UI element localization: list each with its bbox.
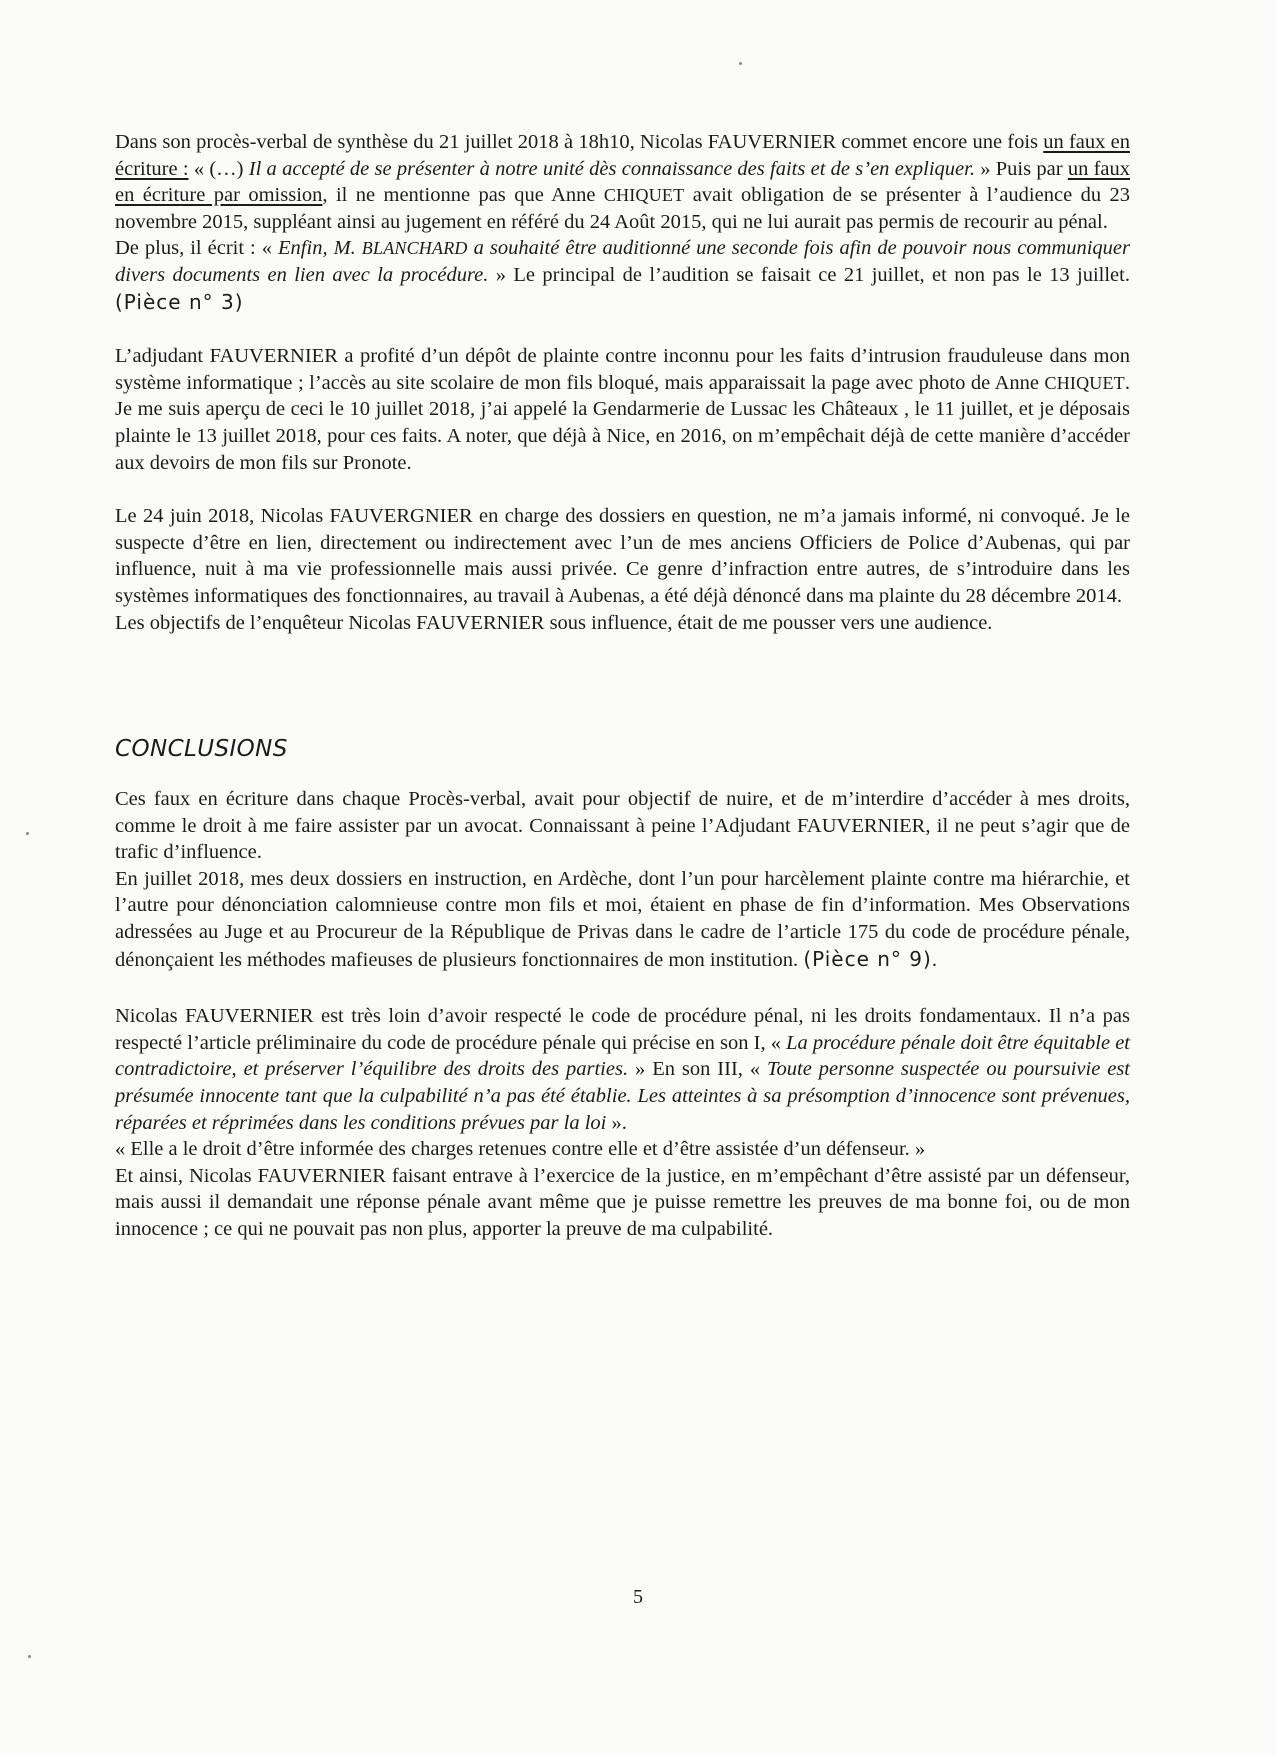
paragraph-synthese: Dans son procès-verbal de synthèse du 21 juillet 2018 à 18h10, Nicolas FAUVERNIER commet encore une fois un faux en écriture : « (…) Il a accepté de se présenter à notre unité dès connaissance des faits et de s’en expliquer. » Puis par un faux en écriture par omission, il ne mentionne pas que Anne CHIQUET avait obligation de se présenter à l’audience du 23 novembre 2015, suppléant ainsi au jugement en référé du 24 Août 2015, qui ne lui aurait pas permis de recourir au pénal. xyxy=(115,131,1131,233)
paragraph-faux-ecriture: Ces faux en écriture dans chaque Procès-verbal, avait pour objectif de nuire, et de m’interdire d’accéder à mes droits, comme le droit à me faire assister par un avocat. Connaissant à peine l’Adjudant FAUVERNIER, il ne peut s’agir que de trafic d’influence. xyxy=(115,788,1130,864)
paragraph-droit-informee: « Elle a le droit d’être informée des charges retenues contre elle et d’être assistée d’un défenseur. » xyxy=(115,1138,926,1161)
paragraph-adjudant: L’adjudant FAUVERNIER a profité d’un dépôt de plainte contre inconnu pour les faits d’intrusion frauduleuse dans mon système informatique ; l’accès au site scolaire de mon fils bloqué, mais apparaissait la page avec photo de Anne CHIQUET. Je me suis aperçu de ceci le 10 juillet 2018, j’ai appelé la Gendarmerie de Lussac les Châteaux , le 11 juillet, et je déposais plainte le 13 juillet 2018, pour ces faits. A noter, que déjà à Nice, en 2016, on m’empêchait déjà de cette manière d’accéder aux devoirs de mon fils sur Pronote. xyxy=(115,345,1130,474)
piece-reference: (Pièce n° 3) xyxy=(115,289,244,314)
paragraph-code-procedure: Nicolas FAUVERNIER est très loin d’avoir respecté le code de procédure pénal, ni les droits fondamentaux. Il n’a pas respecté l’article préliminaire du code de procédure pénale qui précise en son I, « La procédure pénale doit être équitable et contradictoire, et préserver l’équilibre des droits des parties. » En son III, « Toute personne suspectée ou poursuivie est présumée innocente tant que la culpabilité n’a pas été établie. Les atteintes à sa présomption d’innocence sont prévenues, réparées et réprimées dans les conditions prévues par la loi ». xyxy=(115,1005,1131,1134)
page-number: 5 xyxy=(633,1586,643,1608)
scan-speck xyxy=(26,832,29,835)
scan-speck xyxy=(28,1655,31,1658)
document-body xyxy=(115,129,1130,1243)
paragraph-juillet-2018: En juillet 2018, mes deux dossiers en instruction, en Ardèche, dont l’un pour harcèlement plainte contre ma hiérarchie, et l’autre pour dénonciation calomnieuse contre mon fils et moi, étaient en phase de fin d’information. Mes Observations adressées au Juge et au Procureur de la République de Privas dans le cadre de l’article 175 du code de procédure pénale, dénonçaient les méthodes mafieuses de plusieurs fonctionnaires de mon institution. (Pièce n° 9). xyxy=(115,867,1130,971)
paragraph-de-plus: De plus, il écrit : « Enfin, M. BLANCHARD a souhaité être auditionné une seconde fois afin de pouvoir nous communiquer divers documents en lien avec la procédure. » Le principal de l’audition se faisait ce 21 juillet, et non pas le 13 juillet. (Pièce n° 3) xyxy=(115,237,1130,314)
paragraph-objectifs: Les objectifs de l’enquêteur Nicolas FAUVERNIER sous influence, était de me pousser vers une audience. xyxy=(115,611,993,634)
paragraph-entrave: Et ainsi, Nicolas FAUVERNIER faisant entrave à l’exercice de la justice, en m’empêchant d’être assisté par un défenseur, mais aussi il demandait une réponse pénale avant même que je puisse remettre les preuves de ma bonne foi, ou de mon innocence ; ce qui ne pouvait pas non plus, apporter la preuve de ma culpabilité. xyxy=(115,1164,1130,1240)
piece-reference: (Pièce n° 9) xyxy=(803,946,932,971)
scan-speck xyxy=(739,62,742,65)
paragraph-24-juin: Le 24 juin 2018, Nicolas FAUVERGNIER en charge des dossiers en question, ne m’a jamais informé, ni convoqué. Je le suspecte d’être en lien, directement ou indirectement avec l’un de mes anciens Officiers de Police d’Aubenas, qui par influence, nuit à ma vie professionnelle mais aussi privée. Ce genre d’infraction entre autres, de s’introduire dans les systèmes informatiques des fonctionnaires, au travail à Aubenas, a été déjà dénoncé dans ma plainte du 28 décembre 2014. xyxy=(115,505,1130,607)
section-heading-conclusions: CONCLUSIONS xyxy=(115,736,288,763)
